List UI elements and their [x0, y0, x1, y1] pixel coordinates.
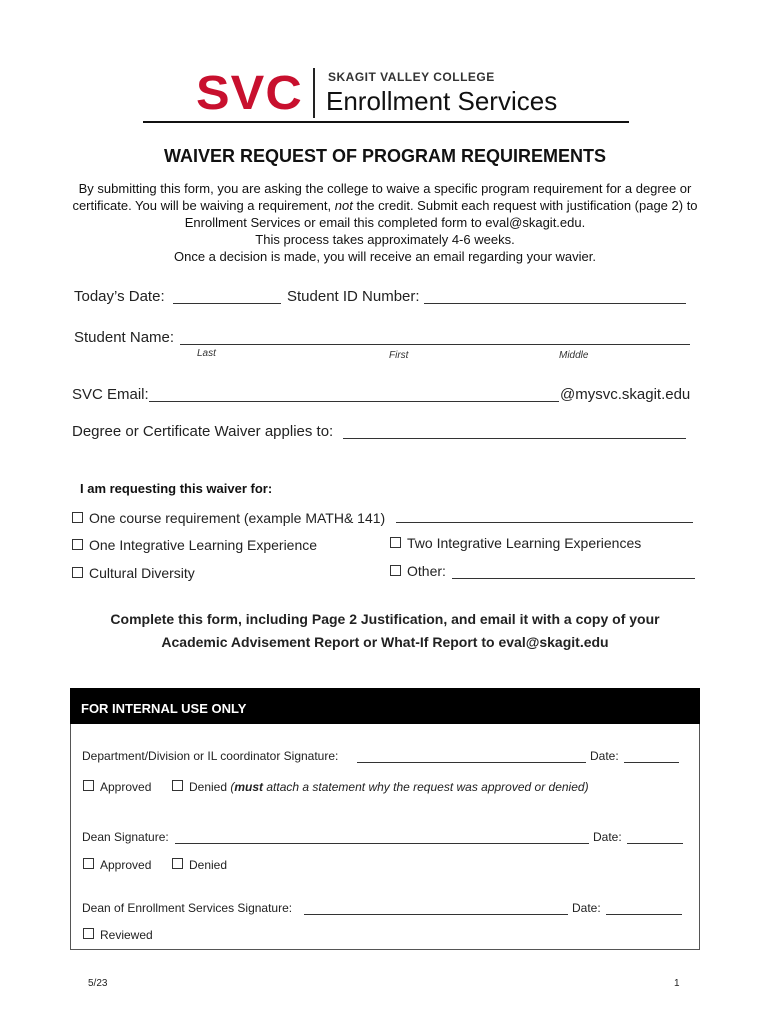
- internal-use-title: FOR INTERNAL USE ONLY: [81, 701, 247, 716]
- note-text: attach a statement why the request was approved or denied): [263, 780, 589, 794]
- course-line[interactable]: [396, 522, 693, 523]
- department-name: Enrollment Services: [326, 86, 558, 116]
- checkbox[interactable]: [172, 858, 183, 869]
- intro-p1: By submitting this form, you are asking the college to waive a specific program requirement for a degree or certificate. You will be waiving a requirement,: [72, 181, 692, 213]
- denied-label: Denied: [189, 858, 228, 872]
- intro-emphasis: not: [334, 198, 353, 213]
- header-rule: [143, 121, 629, 123]
- checkbox[interactable]: [83, 928, 94, 939]
- checkbox[interactable]: [83, 858, 94, 869]
- dept-signature-line[interactable]: [357, 762, 586, 763]
- approved-label: Approved: [100, 780, 152, 794]
- enrollment-reviewed[interactable]: [83, 928, 153, 942]
- form-title: WAIVER REQUEST OF PROGRAM REQUIREMENTS: [163, 146, 607, 166]
- option-course[interactable]: [72, 510, 385, 526]
- student-id-label: Student ID Number:: [287, 288, 420, 305]
- dean-approved[interactable]: [83, 858, 151, 872]
- option-label: One course requirement (example MATH& 141): [89, 510, 386, 526]
- checkbox[interactable]: [390, 565, 401, 576]
- checkbox[interactable]: [72, 512, 83, 523]
- checkbox[interactable]: [390, 537, 401, 548]
- dean-denied[interactable]: [172, 858, 227, 872]
- approved-label: Approved: [100, 858, 152, 872]
- dept-denied[interactable]: [172, 780, 589, 794]
- option-two-ile[interactable]: [390, 535, 641, 551]
- enrollment-signature-line[interactable]: [304, 914, 568, 915]
- page-number: 1: [674, 978, 680, 989]
- option-label: Other:: [407, 563, 446, 579]
- dean-date-line[interactable]: [627, 843, 683, 844]
- dept-approved[interactable]: [83, 780, 151, 794]
- complete-instructions-1: Complete this form, including Page 2 Justification, and email it with a copy of your: [110, 611, 660, 627]
- logo-divider: [313, 68, 315, 118]
- college-name: SKAGIT VALLEY COLLEGE: [328, 70, 495, 84]
- intro-p1-rest: the credit. Submit each request with justification (page 2) to Enrollment Services or email this completed form to eval@skagit.edu.: [184, 198, 698, 230]
- dean-date-label: Date:: [593, 830, 622, 844]
- todays-date-line[interactable]: [173, 303, 281, 304]
- first-name-hint: First: [389, 350, 409, 361]
- degree-label: Degree or Certificate Waiver applies to:: [72, 423, 334, 440]
- checkbox[interactable]: [172, 780, 183, 791]
- dept-date-label: Date:: [590, 749, 619, 763]
- reviewed-label: Reviewed: [100, 928, 153, 942]
- option-label: Two Integrative Learning Experiences: [407, 535, 642, 551]
- middle-name-hint: Middle: [559, 350, 589, 361]
- last-name-hint: Last: [197, 348, 216, 359]
- svc-logo-mark: SVC: [196, 67, 303, 120]
- student-id-line[interactable]: [424, 303, 686, 304]
- intro-p3: Once a decision is made, you will receive an email regarding your wavier.: [174, 249, 596, 264]
- other-line[interactable]: [452, 578, 695, 579]
- dept-date-line[interactable]: [624, 762, 679, 763]
- intro-p2: This process takes approximately 4-6 weeks.: [255, 232, 515, 247]
- intro-text: [60, 180, 710, 265]
- footer-date: 5/23: [88, 978, 108, 989]
- option-label: One Integrative Learning Experience: [89, 537, 318, 553]
- complete-instructions-2: Academic Advisement Report or What-If Report to eval@skagit.edu: [161, 634, 609, 650]
- note-must: must: [234, 780, 264, 794]
- note-open: (: [230, 780, 235, 794]
- enrollment-date-label: Date:: [572, 901, 601, 915]
- enrollment-signature-label: Dean of Enrollment Services Signature:: [82, 901, 293, 915]
- checkbox[interactable]: [72, 539, 83, 550]
- checkbox[interactable]: [72, 567, 83, 578]
- student-name-line[interactable]: [180, 344, 690, 345]
- email-suffix: @mysvc.skagit.edu: [560, 386, 691, 403]
- svc-email-label: SVC Email:: [72, 386, 149, 403]
- checkbox[interactable]: [83, 780, 94, 791]
- option-label: Cultural Diversity: [89, 565, 195, 581]
- enrollment-date-line[interactable]: [606, 914, 682, 915]
- student-name-label: Student Name:: [74, 329, 175, 346]
- option-one-ile[interactable]: [72, 537, 317, 553]
- dept-signature-label: Department/Division or IL coordinator Signature:: [82, 749, 339, 763]
- option-cultural-diversity[interactable]: [72, 565, 195, 581]
- degree-line[interactable]: [343, 438, 686, 439]
- denied-label: Denied: [189, 780, 228, 794]
- request-heading: I am requesting this waiver for:: [80, 481, 273, 496]
- option-other[interactable]: [390, 563, 446, 579]
- dean-signature-line[interactable]: [175, 843, 589, 844]
- todays-date-label: Today’s Date:: [74, 288, 165, 305]
- dean-signature-label: Dean Signature:: [82, 830, 169, 844]
- svc-email-line[interactable]: [149, 401, 559, 402]
